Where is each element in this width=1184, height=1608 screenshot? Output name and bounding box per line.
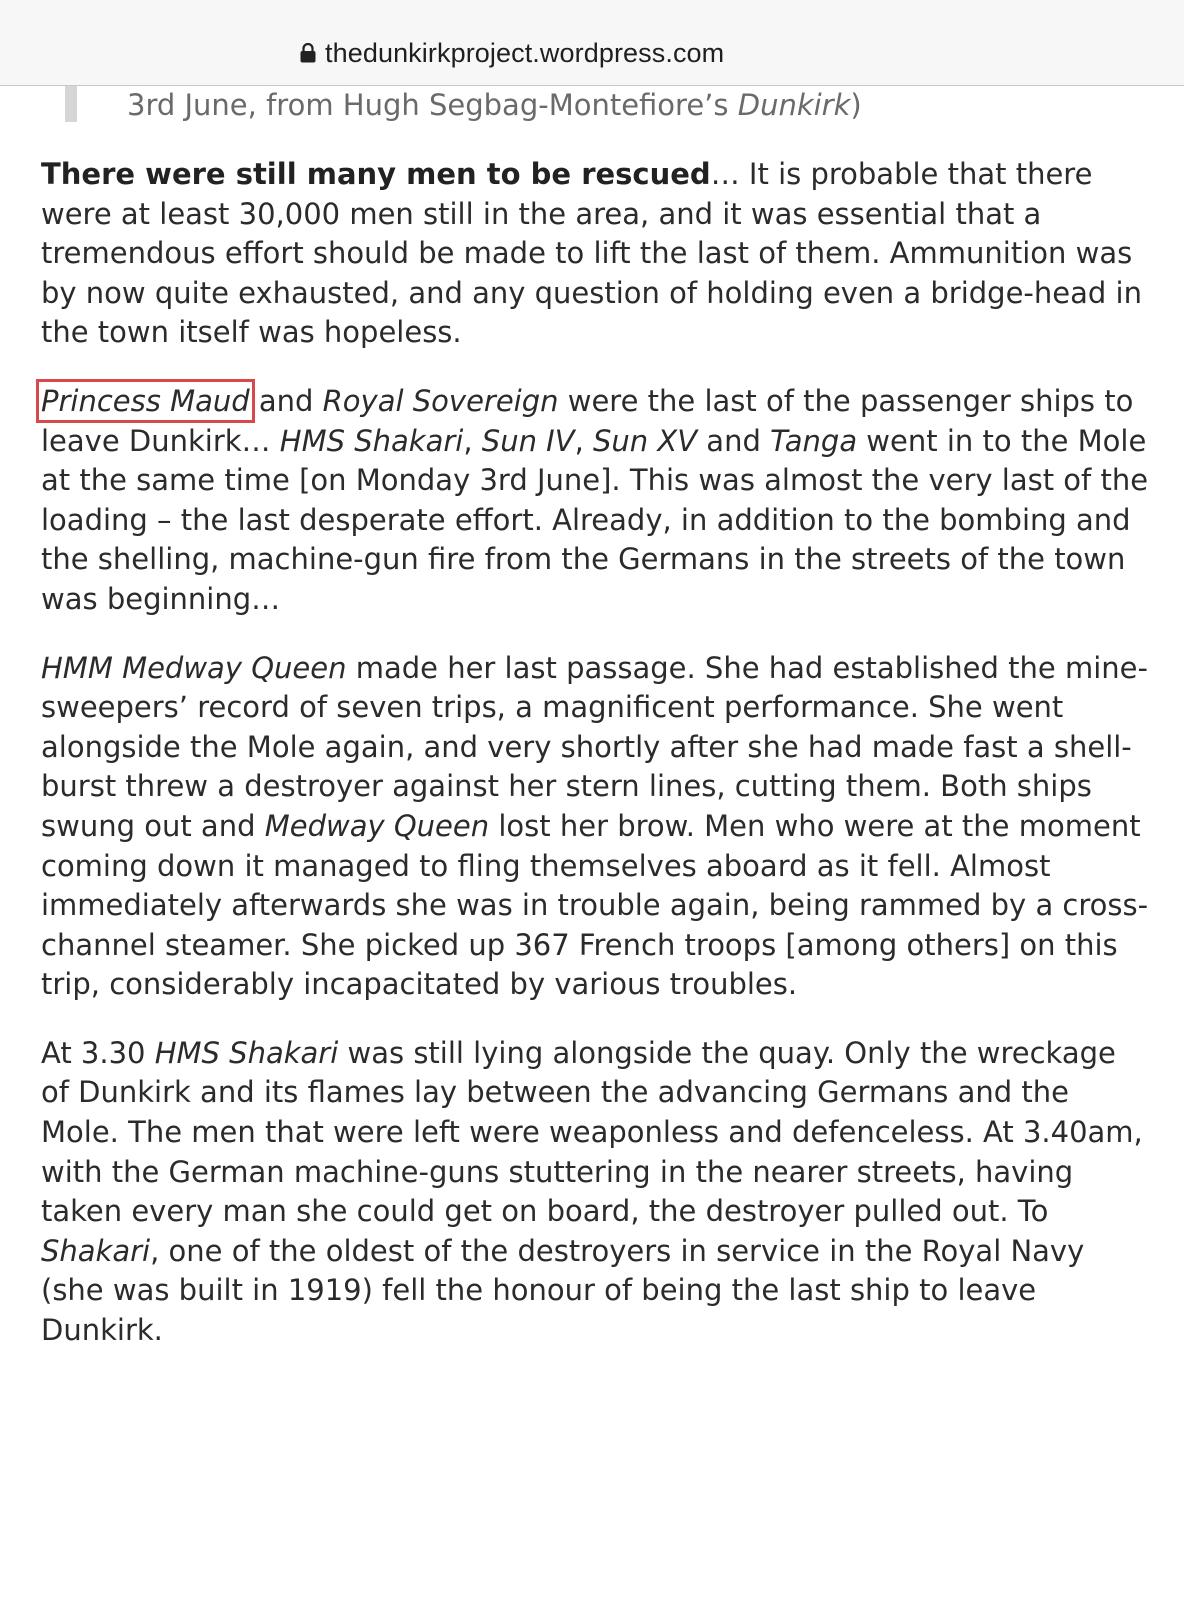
browser-address-bar[interactable] bbox=[0, 0, 1184, 86]
paragraph-rescue bbox=[41, 155, 1151, 353]
highlighted-ship-name: Princess Maud bbox=[41, 383, 250, 418]
lock-icon bbox=[300, 43, 316, 63]
text-fragment: were the last of the passenger ships to leave Dunkirk… bbox=[41, 383, 1134, 458]
article-body bbox=[41, 86, 1151, 1351]
text-fragment: , one of the oldest of the destroyers in service in the Royal Navy (she was built in 1919) fell the honour of being the last ship to leave Dunkirk. bbox=[41, 1233, 1085, 1348]
ship-name: Medway Queen bbox=[264, 808, 490, 843]
ship-name: HMS Shakari bbox=[154, 1035, 339, 1070]
paragraph-shakari bbox=[41, 1034, 1151, 1351]
paragraph-text: … It is probable that there were at least 30,000 men still in the area, and it was essential that a tremendous effort should be made to lift the last of them. Ammunition was by now quite exhausted, and any question of holding even a bridge-head in the town itself was hopeless. bbox=[41, 157, 1142, 350]
ship-name: Royal Sovereign bbox=[322, 383, 559, 418]
ship-name: HMS Shakari bbox=[279, 423, 464, 458]
text-fragment: went in to the Mole at the same time [on Monday 3rd June]. This was almost the very last of the loading – the last desperate effort. Already, in addition to the bombing and the shelling, machine-gun fire from the Germans in the streets of the town was beginning… bbox=[41, 423, 1149, 616]
citation-book-title: Dunkirk bbox=[737, 88, 851, 122]
text-fragment: At 3.30 bbox=[41, 1035, 155, 1070]
ship-name: Shakari bbox=[41, 1233, 151, 1268]
ship-name: Sun XV bbox=[593, 423, 698, 458]
blockquote-tail bbox=[41, 86, 1151, 126]
ship-name: Sun IV bbox=[481, 423, 575, 458]
text-fragment: , bbox=[574, 423, 593, 458]
paragraph-passenger-ships bbox=[41, 382, 1151, 620]
citation-text: 3rd June, from Hugh Segbag-Montefiore’s bbox=[127, 88, 738, 122]
text-fragment: lost her brow. Men who were at the moment coming down it managed to fling themselves aboard as it fell. Almost immediately afterwards she was in trouble again, being rammed by a cross-channel steamer. She picked up 367 French troops [among others] on this trip, considerably incapacitated by various troubles. bbox=[41, 808, 1149, 1002]
text-fragment: and bbox=[249, 383, 323, 418]
text-fragment: , bbox=[463, 423, 482, 458]
paragraph-lead-bold: There were still many men to be rescued bbox=[41, 157, 711, 191]
ship-name: HMM Medway Queen bbox=[41, 650, 347, 685]
text-fragment: and bbox=[697, 423, 771, 458]
blockquote-citation bbox=[127, 86, 862, 124]
text-fragment: made her last passage. She had established the mine-sweepers’ record of seven trips, a magnificent performance. She went alongside the Mole again, and very shortly after she had made fast a shell-burst threw a destroyer against her stern lines, cutting them. Both ships swung out and bbox=[41, 650, 1148, 843]
url-text[interactable]: thedunkirkproject.wordpress.com bbox=[325, 37, 725, 68]
blockquote-bar bbox=[65, 86, 77, 122]
url-display[interactable] bbox=[300, 36, 724, 70]
paragraph-medway-queen bbox=[41, 649, 1151, 1005]
ship-name: Tanga bbox=[770, 423, 858, 458]
citation-close: ) bbox=[850, 88, 862, 122]
text-fragment: was still lying alongside the quay. Only the wreckage of Dunkirk and its flames lay between the advancing Germans and the Mole. The men that were left were weaponless and defenceless. At 3.40am, with the German machine-guns stuttering in the nearer streets, having taken every man she could get on board, the destroyer pulled out. To bbox=[41, 1035, 1143, 1229]
